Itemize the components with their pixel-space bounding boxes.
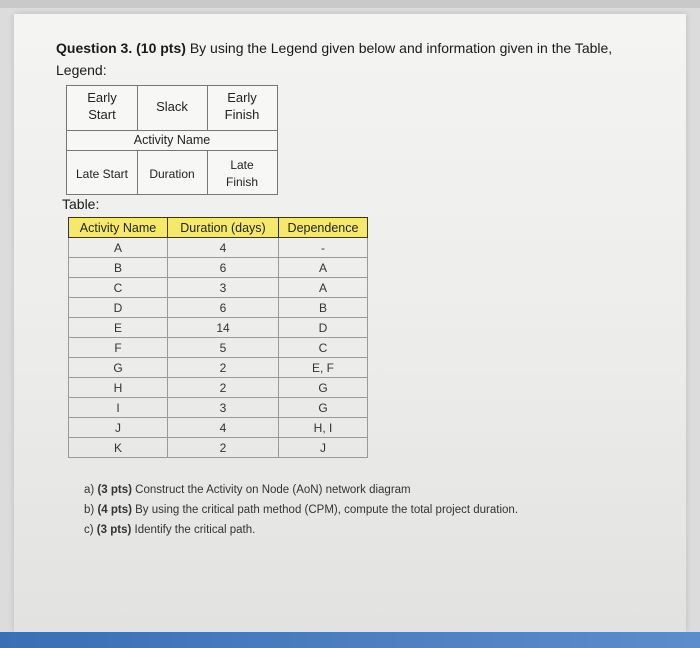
table-row bbox=[69, 318, 368, 338]
legend-duration: Duration bbox=[149, 167, 195, 181]
legend-divider bbox=[207, 150, 208, 194]
subquestion-text: Construct the Activity on Node (AoN) network diagram bbox=[135, 484, 411, 496]
legend-activity-name: Activity Name bbox=[133, 133, 211, 147]
subquestion-points: (4 pts) bbox=[97, 504, 132, 516]
header-activity-name: Activity Name bbox=[69, 218, 168, 238]
cell-activity: E bbox=[69, 318, 168, 338]
cell-dependence: E, F bbox=[279, 358, 368, 378]
legend-box bbox=[66, 85, 278, 195]
subquestion-marker: b) bbox=[84, 504, 95, 516]
cell-duration: 6 bbox=[168, 258, 279, 278]
subquestion-text: Identify the critical path. bbox=[134, 524, 256, 536]
cell-duration: 4 bbox=[168, 238, 279, 258]
legend-late-finish: Late Finish bbox=[225, 158, 258, 189]
bottom-edge bbox=[0, 632, 700, 648]
subquestion-list bbox=[84, 480, 518, 540]
table-row bbox=[69, 238, 368, 258]
cell-activity: D bbox=[69, 298, 168, 318]
subquestion-points: (3 pts) bbox=[96, 524, 132, 536]
cell-activity: J bbox=[69, 418, 168, 438]
cell-dependence: A bbox=[279, 258, 368, 278]
question-number: Question 3. bbox=[56, 40, 133, 56]
cell-activity: C bbox=[69, 278, 168, 298]
table-row bbox=[69, 338, 368, 358]
subquestion-marker: c) bbox=[84, 524, 94, 536]
legend-late-start: Late Start bbox=[75, 167, 129, 181]
cell-activity: K bbox=[69, 438, 168, 458]
cell-activity: I bbox=[69, 398, 168, 418]
subquestion-points: (3 pts) bbox=[97, 484, 132, 496]
table-row bbox=[69, 378, 368, 398]
cell-duration: 14 bbox=[168, 318, 279, 338]
cell-activity: F bbox=[69, 338, 168, 358]
cell-activity: H bbox=[69, 378, 168, 398]
question-heading bbox=[56, 40, 612, 56]
legend-label: Legend: bbox=[56, 62, 107, 78]
table-label: Table: bbox=[62, 196, 100, 212]
table-row bbox=[69, 438, 368, 458]
header-duration: Duration (days) bbox=[168, 218, 279, 238]
top-edge bbox=[0, 0, 700, 8]
subquestion-text: By using the critical path method (CPM), compute the total project duration. bbox=[135, 504, 519, 516]
legend-divider bbox=[67, 150, 277, 151]
cell-duration: 5 bbox=[168, 338, 279, 358]
cell-activity: G bbox=[69, 358, 168, 378]
cell-dependence: G bbox=[279, 378, 368, 398]
table-header-row bbox=[69, 218, 368, 238]
cell-duration: 4 bbox=[168, 418, 279, 438]
cell-duration: 3 bbox=[168, 398, 279, 418]
legend-early-start: Early Start bbox=[87, 90, 117, 122]
cell-dependence: H, I bbox=[279, 418, 368, 438]
table-row bbox=[69, 418, 368, 438]
cell-activity: A bbox=[69, 238, 168, 258]
cell-dependence: J bbox=[279, 438, 368, 458]
cell-dependence: B bbox=[279, 298, 368, 318]
legend-divider bbox=[67, 130, 277, 131]
cell-duration: 6 bbox=[168, 298, 279, 318]
question-points: (10 pts) bbox=[136, 40, 186, 56]
table-row bbox=[69, 358, 368, 378]
cell-dependence: D bbox=[279, 318, 368, 338]
header-dependence: Dependence bbox=[279, 218, 368, 238]
subquestion-marker: a) bbox=[84, 484, 95, 496]
cell-activity: B bbox=[69, 258, 168, 278]
legend-slack: Slack bbox=[156, 99, 188, 114]
table-row bbox=[69, 258, 368, 278]
subquestion-b bbox=[84, 500, 518, 520]
cell-dependence: A bbox=[279, 278, 368, 298]
cell-duration: 3 bbox=[168, 278, 279, 298]
cell-dependence: - bbox=[279, 238, 368, 258]
subquestion-a bbox=[84, 480, 518, 500]
cell-duration: 2 bbox=[168, 358, 279, 378]
legend-divider bbox=[207, 86, 208, 130]
cell-dependence: C bbox=[279, 338, 368, 358]
table-row bbox=[69, 278, 368, 298]
subquestion-c bbox=[84, 520, 518, 540]
legend-early-finish: Early Finish bbox=[224, 90, 260, 122]
cell-dependence: G bbox=[279, 398, 368, 418]
cell-duration: 2 bbox=[168, 438, 279, 458]
question-text: By using the Legend given below and information given in the Table, bbox=[189, 40, 613, 56]
cell-duration: 2 bbox=[168, 378, 279, 398]
activity-table bbox=[68, 217, 368, 458]
table-row bbox=[69, 298, 368, 318]
table-row bbox=[69, 398, 368, 418]
